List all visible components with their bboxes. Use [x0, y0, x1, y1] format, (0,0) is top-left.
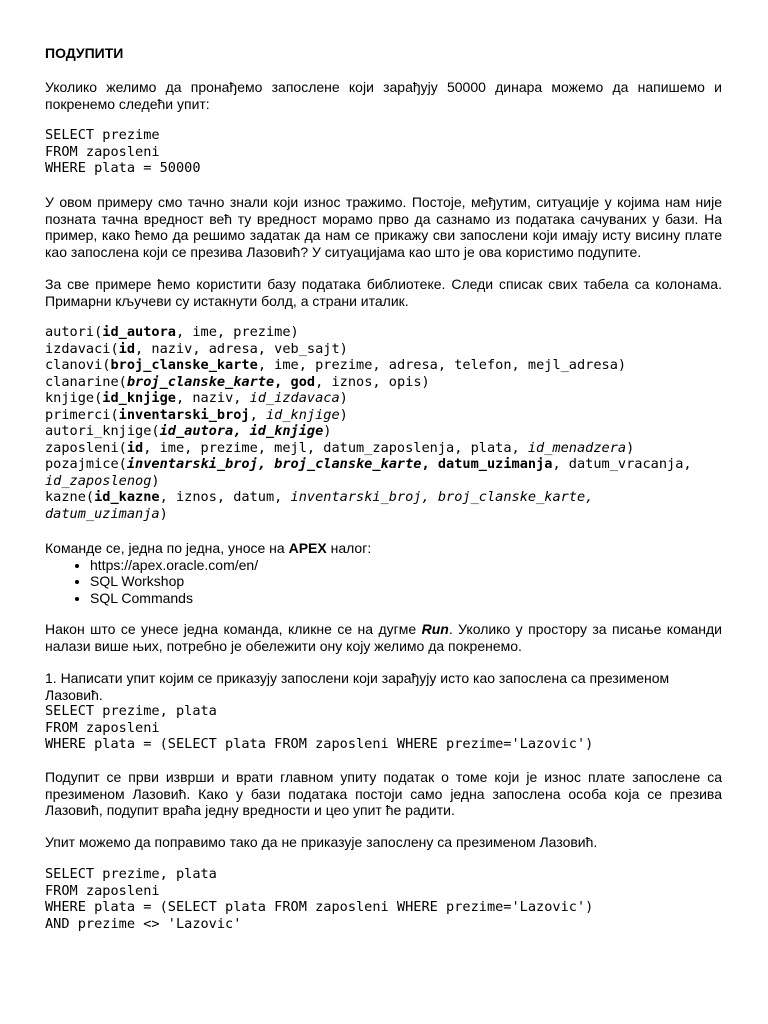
schema-line-autori-knjige [45, 423, 722, 440]
list-item-sql-commands: • SQL Commands [90, 590, 722, 607]
query-block-1 [45, 127, 722, 177]
schema-line-knjige [45, 390, 722, 407]
foreign-key: id_izdavaca [249, 390, 340, 406]
apex-name: APEX [288, 540, 327, 556]
columns: , iznos, opis) [315, 373, 430, 390]
primary-key: id [126, 439, 144, 456]
separator: , [274, 373, 291, 390]
schema-intro-paragraph: За све примере ћемо користити базу података библиотеке. Следи списак свих табела са колонама. Примарни кључеви су истакнути болд, а страни италик. [45, 276, 722, 309]
schema-line-kazne [45, 489, 722, 506]
table-name: clanarine( [45, 373, 127, 390]
run-text: Након што се унесе једна команда, кликне се на дугме [45, 621, 422, 637]
schema-line-zaposleni [45, 440, 722, 457]
code-line: FROM zaposleni [45, 719, 160, 736]
closing-paren: ) [339, 406, 348, 423]
code-line: WHERE plata = (SELECT plata FROM zaposleni WHERE prezime='Lazovic') [45, 899, 594, 915]
columns: , datum_vracanja, [552, 456, 692, 472]
table-name: primerci( [45, 406, 119, 423]
table-name: zaposleni( [45, 439, 127, 456]
columns: , iznos, datum, [159, 489, 291, 505]
foreign-key: id_menadzera [527, 439, 627, 456]
closing-paren: ) [151, 472, 160, 489]
apex-section [45, 540, 722, 606]
primary-key: id_autora [102, 324, 176, 340]
example-paragraph: У овом примеру смо тачно знали који износ тражимо. Постоје, међутим, ситуације у којима нам није позната тачна вредност већ ту вредност морамо прво да сазнамо из података сачуваних у бази. На пример, како ћемо да решимо задатак да нам се прикажу сви запослени који имају исту висину плате као запослена који се презива Лазовић? У ситуацијама као што је ова користимо подупите. [45, 194, 722, 260]
list-item-apex-url[interactable]: • https://apex.oracle.com/en/ [90, 557, 722, 574]
explain-paragraph: Подупит се први изврши и врати главном упиту податак о томе који је износ плате запослене са презименом Лазовић. Како у бази података постоји само једна запослена особа која се презива Лазовић, подупит враћа једну вредности и цео упит ће радити. [45, 769, 722, 818]
primary-foreign-key: broj_clanske_karte [126, 373, 275, 390]
run-button-name: Run [421, 621, 449, 637]
table-name: kazne( [45, 489, 95, 505]
code-line: SELECT prezime [45, 127, 160, 143]
primary-key: broj_clanske_karte [110, 357, 258, 373]
list-item-sql-workshop: • SQL Workshop [90, 573, 722, 590]
columns: , [249, 406, 266, 423]
closing-paren: ) [626, 439, 635, 456]
schema-line-primerci [45, 407, 722, 424]
separator: , [421, 456, 438, 472]
task-1: 1. Написати упит којим се приказују запослени који зарађују исто као запослена са презименом Лазовић. [45, 670, 670, 703]
code-line: WHERE plata = (SELECT plata FROM zaposleni WHERE prezime='Lazovic') [45, 736, 594, 752]
foreign-key: id_zaposlenog [45, 472, 152, 489]
query-block-3 [45, 866, 722, 932]
code-line: SELECT prezime, plata [45, 703, 217, 719]
schema-line-kazne-cont [45, 506, 722, 523]
table-name: pozajmice( [45, 456, 127, 472]
table-name: izdavaci( [45, 340, 119, 357]
apex-text: Команде се, једна по једна, уносе на [45, 540, 289, 556]
primary-foreign-key: inventarski_broj, broj_clanske_karte [126, 456, 422, 472]
apex-text-end: налог: [326, 540, 372, 556]
code-line: WHERE plata = 50000 [45, 160, 201, 176]
schema-line-izdavaci [45, 341, 722, 358]
code-line: FROM zaposleni [45, 143, 160, 160]
schema-list [45, 324, 722, 522]
primary-key: datum_uzimanja [437, 456, 553, 472]
run-paragraph [45, 621, 722, 654]
query-block-2 [45, 703, 722, 753]
fix-paragraph: Упит можемо да поправимо тако да не приказује запослену са презименом Лазовић. [45, 834, 598, 850]
table-name: knjige( [45, 390, 103, 406]
closing-paren: ) [159, 505, 168, 522]
columns: , ime, prezime, adresa, telefon, mejl_adresa) [257, 357, 627, 373]
page-title: ПОДУПИТИ [45, 45, 124, 61]
schema-line-clanovi [45, 357, 722, 374]
code-line: AND prezime <> 'Lazovic' [45, 915, 242, 932]
closing-paren: ) [323, 423, 332, 439]
apex-steps-list [45, 557, 722, 607]
primary-foreign-key: id_autora, id_knjige [159, 423, 324, 439]
closing-paren: ) [339, 390, 348, 406]
columns: , naziv, [175, 390, 250, 406]
columns: , ime, prezime) [175, 324, 299, 340]
intro-paragraph: Уколико желимо да пронађемо запослене који зарађују 50000 динара можемо да напишемо и покренемо следећи упит: [45, 79, 722, 112]
foreign-key: datum_uzimanja [45, 505, 160, 522]
table-name: clanovi( [45, 357, 111, 373]
apex-paragraph [45, 540, 722, 557]
primary-key: id [118, 340, 136, 357]
code-line: SELECT prezime, plata [45, 866, 217, 882]
schema-line-clanarine [45, 374, 722, 391]
table-name: autori_knjige( [45, 423, 160, 439]
columns: , ime, prezime, mejl, datum_zaposlenja, plata, [143, 439, 528, 456]
schema-line-autori [45, 324, 722, 341]
primary-key: id_knjige [102, 390, 176, 406]
columns: , naziv, adresa, veb_sajt) [135, 340, 348, 357]
foreign-key: inventarski_broj, broj_clanske_karte, [290, 489, 594, 505]
table-name: autori( [45, 324, 103, 340]
primary-key: id_kazne [94, 489, 160, 505]
code-line: FROM zaposleni [45, 882, 160, 899]
primary-key: god [290, 373, 316, 390]
schema-line-pozajmice [45, 456, 722, 473]
schema-line-pozajmice-cont [45, 473, 722, 490]
run-text-end: . Уколико у простору за писање команди налази више њих, потребно је обележити ону коју желимо да покренемо. [45, 621, 722, 654]
primary-key: inventarski_broj [118, 406, 250, 423]
foreign-key: id_knjige [266, 406, 340, 423]
